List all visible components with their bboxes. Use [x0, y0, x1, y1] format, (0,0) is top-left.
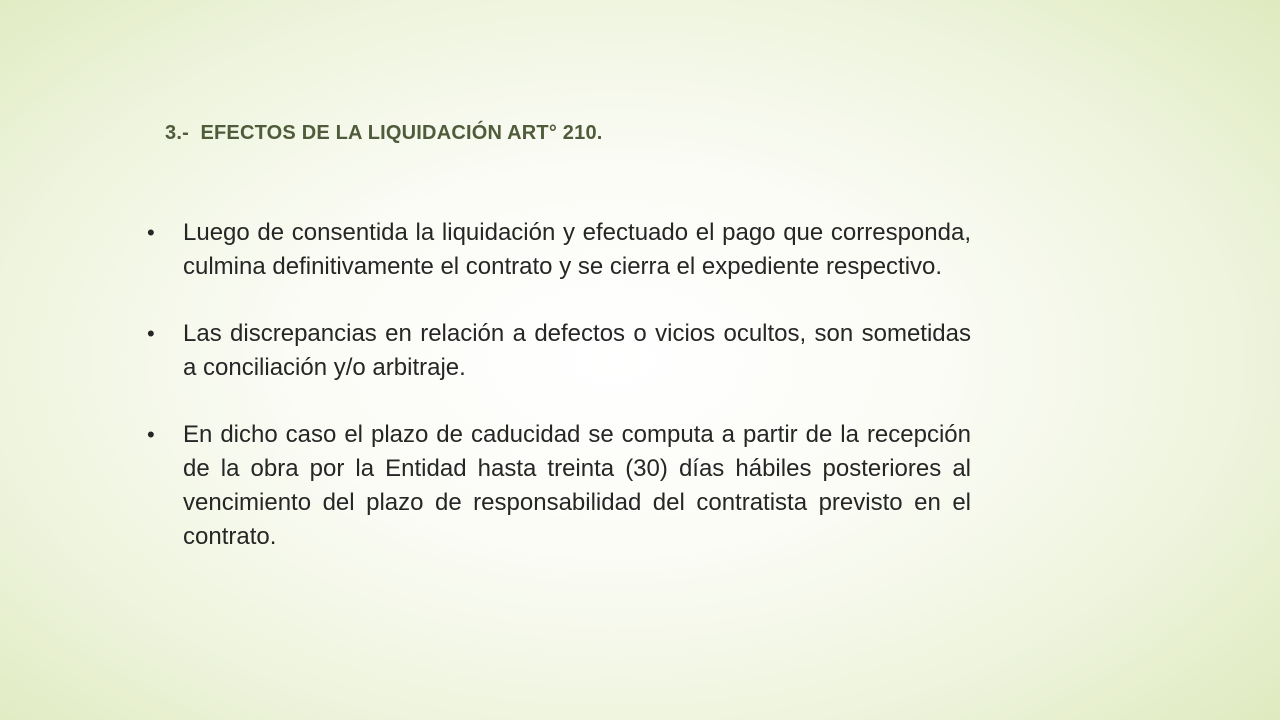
- bullet-item: [145, 216, 971, 284]
- bullet-text: Luego de consentida la liquidación y efectuado el pago que corresponda, culmina definitivamente el contrato y se cierra el expediente respectivo.: [183, 219, 971, 280]
- bullet-icon: •: [147, 220, 155, 245]
- slide-title: 3.- EFECTOS DE LA LIQUIDACIÓN ART° 210.: [165, 122, 603, 144]
- bullet-item: [145, 317, 971, 385]
- bullet-list: [145, 216, 971, 587]
- bullet-text: En dicho caso el plazo de caducidad se computa a partir de la recepción de la obra por la Entidad hasta treinta (30) días hábiles posteriores al vencimiento del plazo de responsabilidad del contratista previsto en el contrato.: [183, 421, 971, 550]
- bullet-icon: •: [147, 422, 155, 447]
- bullet-icon: •: [147, 321, 155, 346]
- bullet-item: [145, 418, 971, 554]
- bullet-text: Las discrepancias en relación a defectos o vicios ocultos, son sometidas a conciliación y/o arbitraje.: [183, 320, 971, 381]
